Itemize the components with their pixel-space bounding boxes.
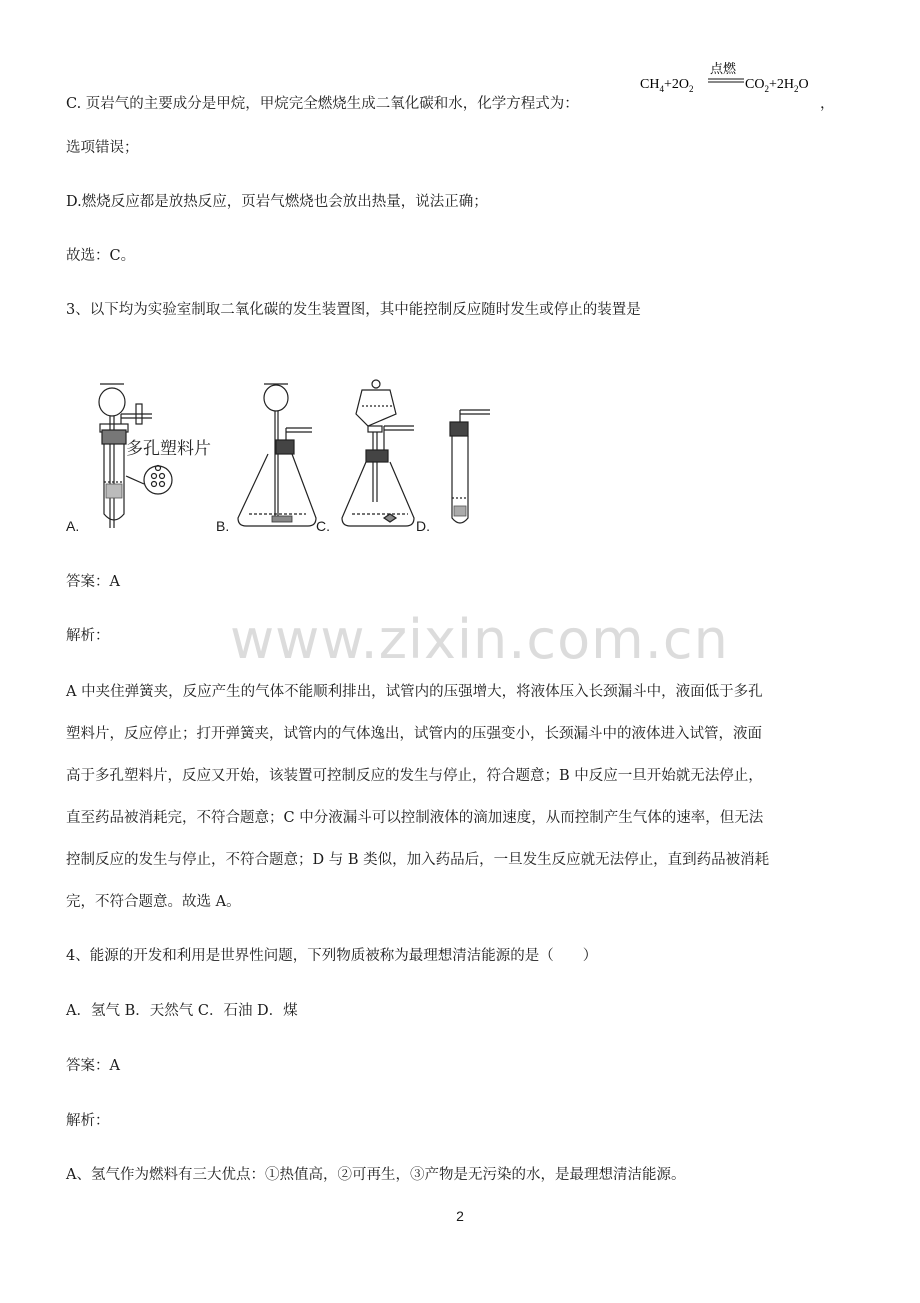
option-a-label: A. <box>66 518 80 534</box>
chemical-equation <box>640 62 840 98</box>
analysis-3-heading: 解析： <box>66 628 110 644</box>
option-d-label: D. <box>416 518 430 534</box>
apparatus-d <box>450 410 490 523</box>
analysis-3-line-4: 直至药品被消耗完，不符合题意；C 中分液漏斗可以控制液体的滴加速度，从而控制产生气体的速率，但无法 <box>66 810 764 826</box>
analysis-3-line-6: 完，不符合题意。故选 A。 <box>66 894 241 910</box>
option-c-label: C. <box>316 518 330 534</box>
eq-condition: 点燃 <box>710 62 737 77</box>
apparatus-c <box>342 380 414 526</box>
option-b-label: B. <box>216 518 230 534</box>
apparatus-a <box>99 384 211 528</box>
analysis-4-heading: 解析： <box>66 1113 110 1129</box>
eq-co2: CO <box>745 77 765 92</box>
analysis-3-line-2: 塑料片，反应停止；打开弹簧夹，试管内的气体逸出，试管内的压强变小，长颈漏斗中的液体进入试管，液面 <box>66 726 762 742</box>
analysis-3-line-1: A 中夹住弹簧夹，反应产生的气体不能顺利排出，试管内的压强增大，将液体压入长颈漏斗中，液面低于多孔 <box>66 684 763 700</box>
analysis-4-line-1: A、氢气作为燃料有三大优点：①热值高，②可再生，③产物是无污染的水，是最理想清洁能源。 <box>66 1167 686 1183</box>
svg-text:CO2+2H2O: $CO_2+2H_2O$ <box>745 77 809 94</box>
text-line-c-cont: 选项错误； <box>66 140 139 156</box>
answer-4: 答案：A <box>66 1058 120 1074</box>
page-number: 2 <box>456 1208 464 1224</box>
question-3: 3、以下均为实验室制取二氧化碳的发生装置图，其中能控制反应随时发生或停止的装置是 <box>66 302 641 318</box>
apparatus-b <box>238 384 316 526</box>
eq-ch: CH <box>640 77 660 92</box>
analysis-3-line-5: 控制反应的发生与停止，不符合题意；D 与 B 类似，加入药品后，一旦发生反应就无法停止，直到药品被消耗 <box>66 852 770 868</box>
answer-3: 答案：A <box>66 574 120 590</box>
text-line-d: D.燃烧反应都是放热反应，页岩气燃烧也会放出热量，说法正确； <box>66 194 488 210</box>
text-line-c: C. 页岩气的主要成分是甲烷，甲烷完全燃烧生成二氧化碳和水，化学方程式为： <box>66 96 579 112</box>
answer-choice-line: 故选：C。 <box>66 248 136 264</box>
plastic-label: 多孔塑料片 <box>126 439 211 459</box>
analysis-3-line-3: 高于多孔塑料片，反应又开始，该装置可控制反应的发生与停止，符合题意；B 中反应一旦开始就无法停止， <box>66 768 763 784</box>
question-4: 4、能源的开发和利用是世界性问题，下列物质被称为最理想清洁能源的是（ ） <box>66 948 598 964</box>
watermark: www.zixin.com.cn <box>230 608 729 671</box>
text-line-c-comma: ， <box>820 96 835 112</box>
apparatus-figure <box>66 378 506 538</box>
svg-text:CH4+2O2: $CH_4+2O_2$ <box>640 77 694 94</box>
question-4-options: A．氢气 B．天然气 C．石油 D．煤 <box>66 1003 298 1019</box>
